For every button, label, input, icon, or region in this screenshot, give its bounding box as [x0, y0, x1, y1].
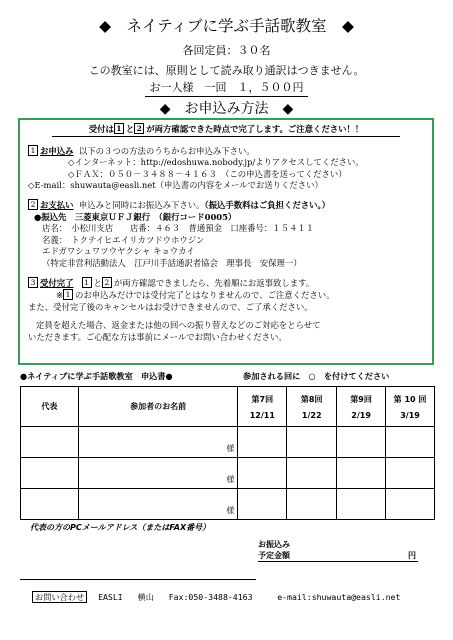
closing-line-1: 定員を超えた場合、返金または他の回への振り替えなどのご対応をとらせて — [36, 320, 321, 331]
contact-label: お問い合わせ — [32, 591, 87, 603]
contact-person: 横山 — [137, 592, 154, 602]
table-header-row — [21, 387, 435, 427]
session-cell[interactable] — [287, 489, 337, 520]
section-heading: ◆ お申込み方法 ◆ — [159, 101, 294, 117]
table-row — [21, 427, 435, 458]
name-column-header: 参加者のお名前 — [78, 387, 238, 427]
name-cell[interactable]: 様 — [78, 427, 238, 458]
step-number: 2 — [28, 199, 38, 210]
participants-table — [20, 386, 435, 520]
pc-mail-label: 代表の方のPCメールアドレス（またはFAX番号） — [30, 523, 211, 532]
rep-cell[interactable] — [21, 489, 79, 520]
step-completion: 3 受付完了 1 と 2 が両方確認できましたら、先着順にお返事致します。 ※ 1 のお申込みだけでは受付完了とはなりませんので、ご注意ください。 また、受付完了後のキャンセルはお受けできませんので、ご了承ください。 — [28, 277, 424, 314]
rep-cell[interactable] — [21, 458, 79, 489]
account-name: 名義： トクテイヒエイリカツドウホウジン — [42, 234, 205, 245]
page-title: ◆ ネイティブに学ぶ手話歌教室 ◆ — [99, 17, 354, 35]
session-cell[interactable] — [386, 427, 435, 458]
internet-method[interactable]: ◇インターネット：http://edoshuwa.nobody.jp/よりアクセスしてください。 — [68, 157, 364, 168]
name-cell[interactable]: 様 — [78, 458, 238, 489]
step-label: お申込み — [40, 145, 74, 156]
session-cell[interactable] — [238, 489, 287, 520]
capacity-text: 各回定員：３０名 — [182, 44, 271, 57]
session-header: 第9回 2/19 — [337, 387, 386, 427]
session-header: 第 10 回 3/19 — [386, 387, 435, 427]
step-application: 1 お申込み 以下の３つの方法のうちからお申込み下さい。 ◇インターネット：http://edoshuwa.nobody.jp/よりアクセスしてください。 ◇ＦＡＸ：０５０－３４８８－４１６３ （この申込書を送ってください） ◇E-mail：shuwauta@easli.net（申込書の内容をメールでお送りください） — [28, 145, 424, 192]
completion-note: ※ 1 のお申込みだけでは受付完了とはなりませんので、ご注意ください。 — [56, 290, 335, 301]
session-header: 第7回 12/11 — [238, 387, 287, 427]
session-cell[interactable] — [287, 458, 337, 489]
procedure-box — [18, 118, 434, 365]
session-header: 第8回 1/22 — [287, 387, 337, 427]
yen-unit: 円 — [408, 551, 416, 560]
session-cell[interactable] — [337, 458, 386, 489]
fax-number: Fax:050-3488-4163 — [168, 592, 253, 602]
footer-contact — [32, 592, 400, 603]
session-cell[interactable] — [238, 458, 287, 489]
bank-info: ●振込先 三菱東京ＵＦＪ銀行 （銀行コード0005） — [34, 211, 237, 222]
notice-line: 受付は 1 と 2 が両方確認できた時点で完了します。ご注意ください！！ — [52, 123, 400, 137]
amount-label: お振込み — [258, 540, 290, 549]
amount-field[interactable]: 予定金額 円 — [258, 551, 416, 560]
session-cell[interactable] — [337, 489, 386, 520]
table-row — [21, 458, 435, 489]
email-method[interactable]: ◇E-mail：shuwauta@easli.net（申込書の内容をメールでお送りください） — [28, 180, 323, 191]
session-cell[interactable] — [386, 489, 435, 520]
session-cell[interactable] — [238, 427, 287, 458]
session-cell[interactable] — [337, 427, 386, 458]
policy-text: この教室には、原則として読み取り通訳はつきません。 — [88, 64, 365, 77]
name-cell[interactable]: 様 — [78, 489, 238, 520]
account-name-2: エドガワシュワツウヤクシャ キョウカイ — [42, 246, 195, 257]
rep-cell[interactable] — [21, 427, 79, 458]
price-text: お一人様 一回 １，５００円 — [145, 79, 308, 97]
org-info: （特定非営利活動法人 江戸川手話通訳者協会 理事長 安保理一） — [42, 257, 302, 268]
step-label: 受付完了 — [40, 277, 74, 288]
closing-line-2: いただきます。ご心配な方は事前にメールでお問い合わせください。 — [28, 331, 287, 342]
session-cell[interactable] — [386, 458, 435, 489]
fax-method: ◇ＦＡＸ：０５０－３４８８－４１６３ （この申込書を送ってください） — [68, 168, 347, 179]
form-title: ●ネイティブに学ぶ手話歌教室 申込書● — [20, 371, 173, 381]
cancel-note: また、受付完了後のキャンセルはお受けできませんので、ご了承ください。 — [28, 301, 313, 312]
step-label: お支払い — [40, 199, 74, 210]
session-cell[interactable] — [287, 427, 337, 458]
form-instruction: 参加される回に ○ を付けてください — [243, 371, 390, 381]
table-row — [21, 489, 435, 520]
branch-info: 店名： 小松川支店 店番：４６３ 普通預金 口座番号：１５４１１ — [42, 223, 315, 234]
step-payment: 2 お支払い 申込みと同時にお振込み下さい。（振込手数料はご負担ください。） ●振込先 三菱東京ＵＦＪ銀行 （銀行コード0005） 店名： 小松川支店 店番：４６３ 普通預金 口座番号：１５４１１ 名義： トクテイヒエイリカツドウホウジン エドガワシュワツウヤクシャ キョウカイ （特定非営利活動法人 江戸川手話通訳者協会 理事長 安保理一） — [28, 199, 424, 270]
step-number: 1 — [28, 145, 38, 156]
footer-divider — [20, 579, 256, 580]
step-number: 3 — [28, 277, 38, 288]
contact-email[interactable]: e-mail:shuwauta@easli.net — [277, 592, 401, 602]
org-name: EASLI — [98, 592, 123, 602]
rep-column-header: 代表 — [21, 387, 79, 427]
